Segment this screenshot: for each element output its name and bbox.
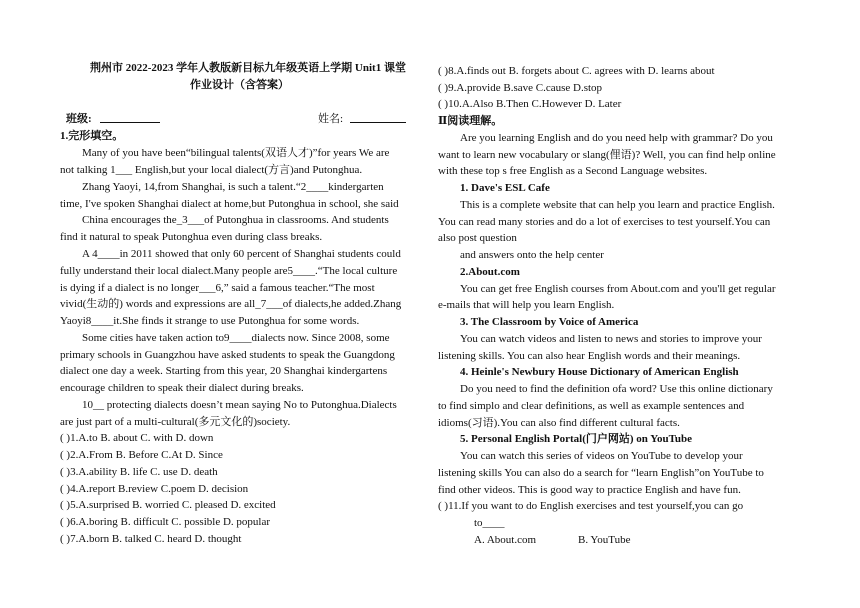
question-option[interactable]: ( )1.A.to B. about C. with D. down <box>60 432 214 444</box>
site4-title: 4. Heinle's Newbury House Dictionary of American English <box>460 366 739 378</box>
question-option[interactable]: ( )9.A.provide B.save C.cause D.stop <box>438 82 603 94</box>
passage-line: Yaoyi8____it.She finds it strange to use Putonghua for some words. <box>60 315 360 327</box>
site5-line: listening skills You can also do a search for “learn English”on YouTube to <box>438 467 764 479</box>
site4-line: idioms(习语).You can also find different cultural facts. <box>438 417 680 429</box>
intro-line: want to learn new vocabulary or slang(俚语)? Well, you can find help online <box>438 149 776 161</box>
passage-line: encourage children to speak their dialect during breaks. <box>60 382 304 394</box>
passage-line: A 4____in 2011 showed that only 60 percent of Shanghai students could <box>82 248 401 260</box>
intro-line: with these top s free English as a Second Language websites. <box>438 165 708 177</box>
site4-line: to find simplo and clear definitions, as well as example sentences and <box>438 400 745 412</box>
name-label: 姓名: <box>318 113 344 125</box>
site2-title: 2.About.com <box>460 266 520 278</box>
site3-line: listening skills. You can also hear English words and their meanings. <box>438 350 741 362</box>
passage-line: 10__ protecting dialects doesn’t mean saying No to Putonghua.Dialects <box>82 399 397 411</box>
site5-title: 5. Personal English Portal(门户网站) on YouTube <box>460 433 693 445</box>
passage-line: vivid(生动的) words and expressions are all_7___of dialects,he added.Zhang <box>60 298 402 310</box>
question-option[interactable]: ( )5.A.surprised B. worried C. pleased D. excited <box>60 499 276 511</box>
site2-line: You can get free English courses from About.com and you'll get regular <box>460 283 776 295</box>
question-option[interactable]: ( )6.A.boring B. difficult C. possible D. popular <box>60 516 270 528</box>
site1-line: This is a complete website that can help you learn and practice English. <box>460 199 775 211</box>
site1-line: You can read many stories and do a lot of exercises to test yourself.You can <box>438 216 771 228</box>
site4-line: Do you need to find the definition ofa word? Use this online dictionary <box>460 383 773 395</box>
question-option[interactable]: ( )8.A.finds out B. forgets about C. agrees with D. learns about <box>438 65 715 77</box>
site5-line: You can watch this series of videos on YouTube to develop your <box>460 450 743 462</box>
name-field[interactable] <box>350 112 406 127</box>
passage-line: dialect one day a week. Starting from this year, 20 Shanghai kindergartens <box>60 365 388 377</box>
question-option[interactable]: ( )10.A.Also B.Then C.However D. Later <box>438 98 622 110</box>
passage-line: Some cities have taken action to9____dialects now. Since 2008, some <box>82 332 390 344</box>
passage-line: Many of you have been“bilingual talents(双语人才)”for years We are <box>82 147 390 159</box>
passage-line: Zhang Yaoyi, 14,from Shanghai, is such a talent.“2____kindergarten <box>82 181 384 193</box>
passage-line: is dying if a dialect is no longer___6,” said a famous teacher.“The most <box>60 282 375 294</box>
intro-line: Are you learning English and do you need help with grammar? Do you <box>460 132 773 144</box>
section1-heading: 1.完形填空。 <box>60 130 124 142</box>
question-option[interactable]: ( )4.A.report B.review C.poem D. decision <box>60 483 249 495</box>
question-11-continuation: to____ <box>474 517 505 529</box>
title-line-1: 荆州市 2022-2023 学年人教版新目标九年级英语上学期 Unit1 课堂 <box>90 62 406 74</box>
site2-line: e-mails that will help you learn English. <box>438 299 615 311</box>
passage-line: primary schools in Guangzhou have asked students to speak the Guangdong <box>60 349 395 361</box>
class-field[interactable] <box>100 112 160 127</box>
passage-line: fully understand their local dialect.Many people are5____.“The local culture <box>60 265 398 277</box>
question-option[interactable]: ( )2.A.From B. Before C.At D. Since <box>60 449 223 461</box>
site3-title: 3. The Classroom by Voice of America <box>460 316 639 328</box>
question-option[interactable]: ( )3.A.ability B. life C. use D. death <box>60 466 218 478</box>
passage-line: find it natural to speak Putonghua even during class breaks. <box>60 231 323 243</box>
site5-line: find other videos. This is good way to practice English and have fun. <box>438 484 741 496</box>
site3-line: You can watch videos and listen to news and stories to improve your <box>460 333 762 345</box>
question-11[interactable]: ( )11.If you want to do English exercises and test yourself,you can go <box>438 500 744 512</box>
question-11-option-a[interactable]: A. About.com <box>474 534 537 546</box>
passage-line: not talking 1___ English,but your local dialect(方言)and Putonghua. <box>60 164 363 176</box>
passage-line: are just part of a multi-cultural(多元文化的)society. <box>60 416 291 428</box>
question-option[interactable]: ( )7.A.born B. talked C. heard D. thought <box>60 533 242 545</box>
passage-line: China encourages the_3___of Putonghua in classrooms. And students <box>82 214 389 226</box>
site1-title: 1. Dave's ESL Cafe <box>460 182 550 194</box>
site1-line: also post question <box>438 232 517 244</box>
title-line-2: 作业设计（含答案） <box>190 79 289 91</box>
section2-heading: Ⅱ阅读理解。 <box>438 115 503 127</box>
question-11-option-b[interactable]: B. YouTube <box>578 534 631 546</box>
site1-line: and answers onto the help center <box>460 249 604 261</box>
class-label: 班级: <box>66 113 92 125</box>
passage-line: time, I've spoken Shanghai dialect at home,but Putonghua in school, she said <box>60 198 399 210</box>
